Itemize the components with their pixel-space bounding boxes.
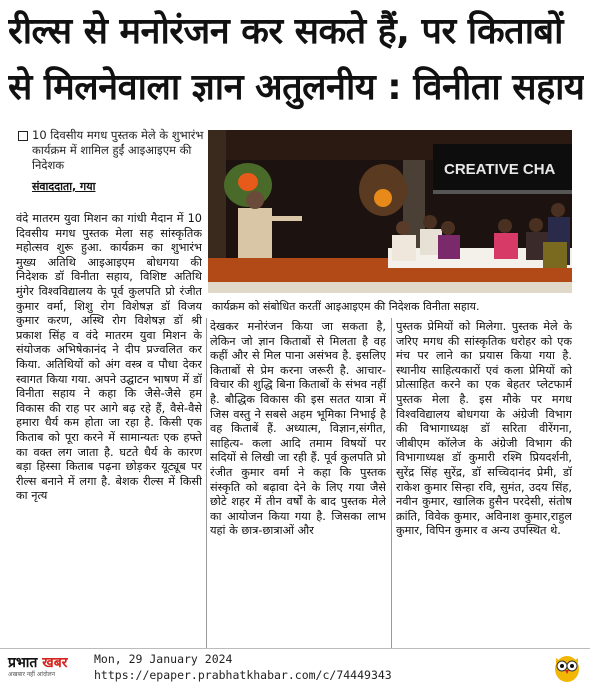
event-photo bbox=[208, 130, 572, 293]
article-column-1: वंदे मातरम युवा मिशन का गांधी मैदान में 10 दिवसीय मगध पुस्तक मेला सह सांस्कृतिक महोत्सव शुरू हुआ. कार्यक्रम का शुभारंभ मुख्य अतिथि आइआइएम बोधगया की निदेशक डॉ विनीता सहाय, विशिष्ट अतिथि मुंगेर विश्वविद्यालय के पूर्व कुलपति प्रो रंजीत कुमार वर्मा, शिशु रोग विशेषज्ञ डॉ विजय कुमार करण, अस्थि रोग विशेषज्ञ डॉ श्री प्रकाश सिंह व वंदे मातरम युवा मिशन के संयोजक अभिषेकानंद ने दीप प्रज्वलित कर किया. अतिथियों को अंग वस्त्र व पौधा देकर स्वागत किया गया. अपने उद्घाटन भाषण में डॉ विनीता सहाय ने कहा कि जैसे-जैसे हम विकास की राह पर आगे बढ़ रहे हैं, वैसे-वैसे हमारा धैर्य कम होता जा रहा है. किसी एक किताब को पूरा करने में सामान्यतः एक हफ्ते का वक्त लग जाता है. घटते धैर्य के कारण बड़ा हिस्सा किताब पढ़ना छोड़कर यूट्यूब पर रील्स बनाने में लगा है. बेशक रील्स में किसी का नृत्य bbox=[16, 212, 202, 503]
headline-line-1: रील्स से मनोरंजन कर सकते हैं, पर किताबों bbox=[8, 11, 563, 52]
edition-meta bbox=[94, 651, 392, 683]
article-column-2: देखकर मनोरंजन किया जा सकता है, लेकिन जो ज्ञान किताबों से मिलता है वह कहीं और से मिल पाना असंभव है. इसलिए किताबों से प्रेम करना जरूरी है. आचार-विचार की शुद्धि बिना किताबों के संभव नहीं है. बौद्धिक विकास की इस सतत यात्रा में जिस वस्तु ने सबसे अहम भूमिका निभाई है वह किताबें हैं. अध्यात्म, विज्ञान,संगीत, साहित्य- कला आदि तमाम विषयों पर सदियों से लिखी जा रही हैं. पूर्व कुलपति प्रो रंजीत कुमार वर्मा ने कहा कि पुस्तक संस्कृति को बढ़ावा देने के लिए गया जैसे छोटे शहर में तीन वर्षों के बाद पुस्तक मेले का आयोजन किया गया है. जिसका लाभ यहां के छात्र-छात्राओं और bbox=[210, 320, 386, 538]
photo-caption: कार्यक्रम को संबोधित करतीं आइआइएम की निदेशक विनीता सहाय. bbox=[212, 300, 480, 313]
clip-url[interactable]: https://epaper.prabhatkhabar.com/c/74449343 bbox=[94, 668, 392, 682]
epaper-footer bbox=[0, 648, 590, 686]
logo-tagline: अखबार नहीं आंदोलन bbox=[8, 671, 56, 678]
edition-date: Mon, 29 January 2024 bbox=[94, 652, 233, 666]
owl-icon bbox=[552, 651, 582, 683]
stage-banner-text: CREATIVE CHA bbox=[444, 161, 556, 178]
column-divider bbox=[206, 318, 207, 650]
headline bbox=[8, 4, 584, 116]
prabhat-khabar-logo bbox=[8, 655, 88, 681]
column-divider bbox=[391, 318, 392, 650]
subhead-block bbox=[18, 128, 208, 194]
article-column-3: पुस्तक प्रेमियों को मिलेगा. पुस्तक मेले के जरिए मगध की सांस्कृतिक धरोहर को एक मंच पर लाने का प्रयास किया गया है. स्थानीय साहित्यकारों एवं कला प्रेमियों को प्रोत्साहित करने का एक बेहतर प्लेटफार्म पुस्तक मेला है. इस मौके पर मगध विश्वविद्यालय बोधगया के अंग्रेजी विभाग की विभागाध्यक्ष डॉ सरिता वीरेंगना, जीबीएम कॉलेज के अंग्रेजी विभाग की विभागाध्यक्ष डॉ कुमारी रश्मि प्रियदर्शनी, सुरेंद्र सिंह सुरेंद्र, डॉ सच्चिदानंद प्रेमी, डॉ राकेश कुमार सिन्हा रवि, सुमंत, उदय सिंह, नवीन कुमार, खालिक हुसैन परदेसी, संतोष क्रांति, विवेक कुमार, अविनाश कुमार,राहुल कुमार, विपिन कुमार व अन्य उपस्थित थे. bbox=[396, 320, 572, 538]
subheading: 10 दिवसीय मगध पुस्तक मेले के शुभारंभ कार्यक्रम में शामिल हुईं आइआइएम की निदेशक bbox=[32, 128, 204, 172]
logo-word-2: खबर bbox=[37, 655, 68, 671]
byline: संवाददाता, गया bbox=[32, 180, 96, 193]
logo-word-1: प्रभात bbox=[8, 655, 38, 671]
square-bullet-icon bbox=[18, 131, 28, 141]
event-photo-graphic bbox=[208, 130, 572, 293]
headline-line-2: से मिलनेवाला ज्ञान अतुलनीय : विनीता सहाय bbox=[8, 67, 584, 108]
